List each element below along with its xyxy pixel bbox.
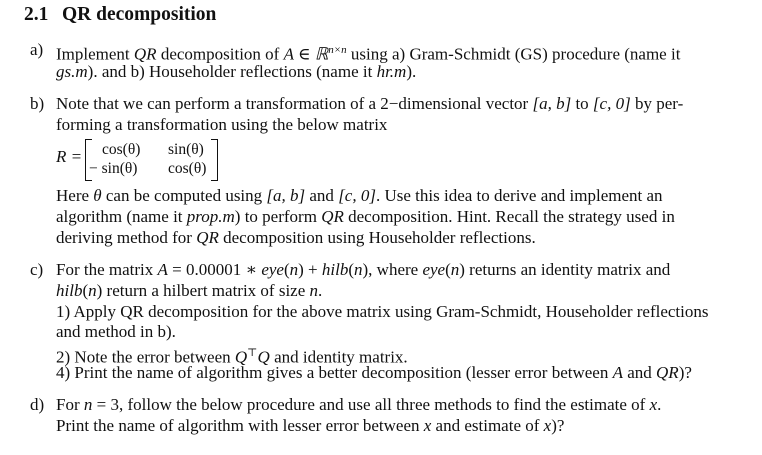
- matrix-cell-12: sin(θ): [168, 141, 204, 158]
- item-c-label: c): [30, 260, 44, 279]
- item-b-line-5: deriving method for QR decomposition using Householder reflections.: [56, 228, 536, 247]
- section-title: QR decomposition: [62, 4, 217, 25]
- item-b-line-3: Here θ can be computed using [a, b] and [c, 0]. Use this idea to derive and implement an: [56, 186, 663, 205]
- item-b-label: b): [30, 94, 45, 113]
- item-d-line-2: Print the name of algorithm with lesser error between x and estimate of x)?: [56, 416, 565, 435]
- matrix-cell-22: cos(θ): [168, 160, 207, 177]
- matrix-lhs: R =: [56, 147, 83, 166]
- section-heading: [24, 4, 216, 26]
- item-d-label: d): [30, 395, 45, 414]
- item-a-line-1: Implement QR decomposition of A ∈ ℝ$^{n\times n}$ using a) Gram-Schmidt (GS) procedure (name it: [56, 44, 681, 64]
- item-c-line-2: hilb(n) return a hilbert matrix of size n.: [56, 281, 323, 300]
- item-a-line-2: gs.m). and b) Householder reflections (name it hr.m).: [56, 62, 417, 81]
- matrix-cell-21: − sin(θ): [89, 160, 138, 177]
- item-c-line-5: 2) Note the error between Q⊤Q and identity matrix.: [56, 347, 408, 367]
- item-a-label: a): [30, 40, 44, 59]
- item-b-line-1: Note that we can perform a transformation of a 2−dimensional vector [a, b] to [c, 0] by per-: [56, 94, 684, 113]
- item-b-line-4: algorithm (name it prop.m) to perform QR decomposition. Hint. Recall the strategy used in: [56, 207, 675, 226]
- item-c-line-4: and method in b).: [56, 322, 176, 341]
- matrix-cell-11: cos(θ): [102, 141, 141, 158]
- item-c-line-3: 1) Apply QR decomposition for the above matrix using Gram-Schmidt, Householder reflections: [56, 302, 709, 321]
- item-c-line-1: For the matrix A = 0.00001 ∗ eye(n) + hilb(n), where eye(n) returns an identity matrix and: [56, 260, 671, 279]
- section-number: 2.1: [24, 4, 49, 25]
- item-d-line-1: For n = 3, follow the below procedure and use all three methods to find the estimate of x.: [56, 395, 662, 414]
- item-c-line-6: 4) Print the name of algorithm gives a better decomposition (lesser error between A and QR)?: [56, 363, 692, 382]
- matrix-right-bracket: [211, 139, 218, 181]
- item-b-line-2: forming a transformation using the below matrix: [56, 115, 388, 134]
